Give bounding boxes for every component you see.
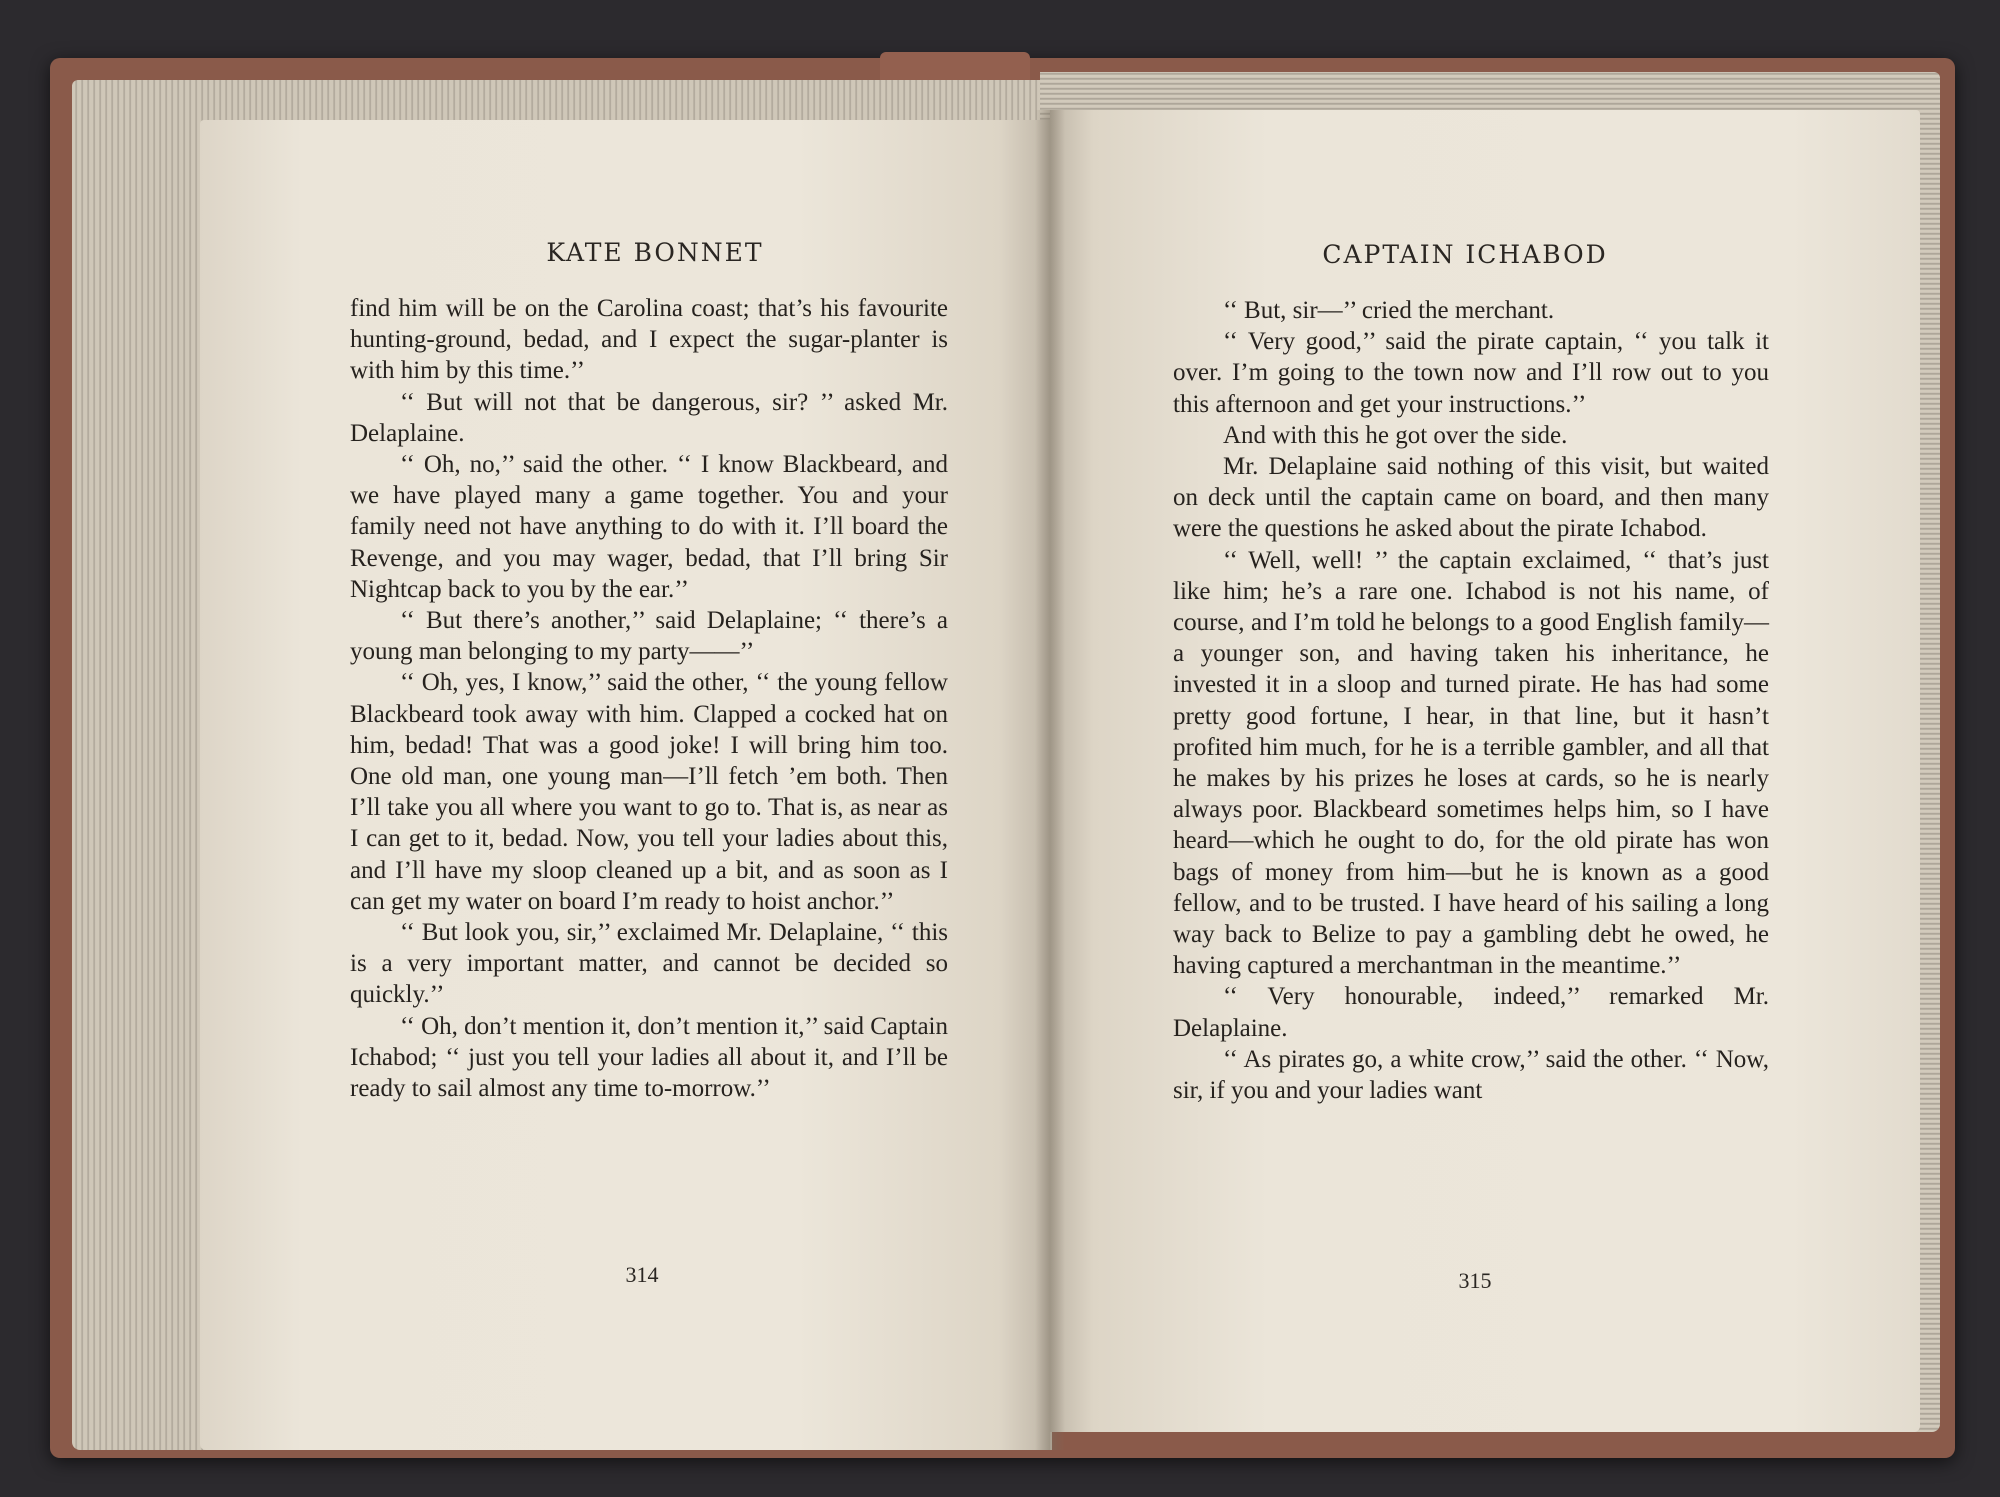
paragraph: find him will be on the Carolina coast; that’s his favourite hunting-ground, bedad, and I expect the sugar-planter is with him by this time.’’ <box>350 295 948 385</box>
right-page-text <box>1173 295 1769 1106</box>
paragraph: ‘‘ As pirates go, a white crow,’’ said the other. ‘‘ Now, sir, if you and your ladies want <box>1173 1045 1769 1105</box>
paragraph: ‘‘ But, sir—’’ cried the merchant. <box>1223 297 1555 324</box>
paragraph: Mr. Delaplaine said nothing of this visit, but waited on deck until the captain came on board, and then many were the questions he asked about the pirate Ichabod. <box>1173 453 1769 543</box>
right-running-head: CAPTAIN ICHABOD <box>1322 240 1608 269</box>
left-page-text <box>350 293 948 1104</box>
paragraph: ‘‘ Oh, no,’’ said the other. ‘‘ I know Blackbeard, and we have played many a game together. You and your family need not have anything to do with it. I’ll board the Revenge, and you may wager, bedad, that I’ll bring Sir Nightcap back to you by the ear.’’ <box>350 451 948 603</box>
paragraph: ‘‘ But there’s another,’’ said Delaplaine; ‘‘ there’s a young man belonging to my party——’’ <box>350 607 948 666</box>
paragraph: ‘‘ Well, well! ’’ the captain exclaimed, ‘‘ that’s just like him; he’s a rare one. Ichabod is not his name, of course, and I’m told he belongs to a good English family—a younger son, and having taken his inheritance, he invested it in a sloop and turned pirate. He has had some pretty good fortune, I hear, in that line, but it hasn’t profited him much, for he is a terrible gambler, and all that he makes by his prizes he loses at cards, so he is nearly always poor. Blackbeard sometimes helps him, so I have heard—which he ought to do, for the old pirate has won bags of money from him—but he is known as a good fellow, and to be trusted. I have heard of his sailing a long way back to Belize to pay a gambling debt he owed, he having captured a merchantman in the meantime.’’ <box>1173 546 1769 980</box>
paragraph: ‘‘ Very honourable, indeed,’’ remarked Mr. Delaplaine. <box>1173 983 1769 1042</box>
left-page-number: 314 <box>625 1262 659 1287</box>
paragraph: ‘‘ But look you, sir,’’ exclaimed Mr. Delaplaine, ‘‘ this is a very important matter, and cannot be decided so quickly.’’ <box>350 919 948 1009</box>
paragraph: ‘‘ Oh, yes, I know,’’ said the other, ‘‘ the young fellow Blackbeard took away with him. Clapped a cocked hat on him, bedad! That was a good joke! I will bring him too. One old man, one young man—I’ll fetch ’em both. Then I’ll take you all where you want to go to. That is, as near as I can get to it, bedad. Now, you tell your ladies about this, and I’ll have my sloop cleaned up a bit, and as soon as I can get my water on board I’m ready to hoist anchor.’’ <box>350 669 948 915</box>
right-page-number: 315 <box>1458 1268 1492 1293</box>
paragraph: ‘‘ Oh, don’t mention it, don’t mention it,’’ said Captain Ichabod; ‘‘ just you tell your ladies all about it, and I’ll be ready to sail almost any time to-morrow.’’ <box>350 1012 948 1103</box>
left-running-head: KATE BONNET <box>546 238 764 267</box>
paragraph: And with this he got over the side. <box>1223 421 1568 449</box>
paragraph: ‘‘ But will not that be dangerous, sir? ’’ asked Mr. Delaplaine. <box>350 388 948 447</box>
book-gutter <box>1035 110 1065 1450</box>
paragraph: ‘‘ Very good,’’ said the pirate captain, ‘‘ you talk it over. I’m going to the town now and I’ll row out to you this afternoon and get your instructions.’’ <box>1173 328 1769 418</box>
